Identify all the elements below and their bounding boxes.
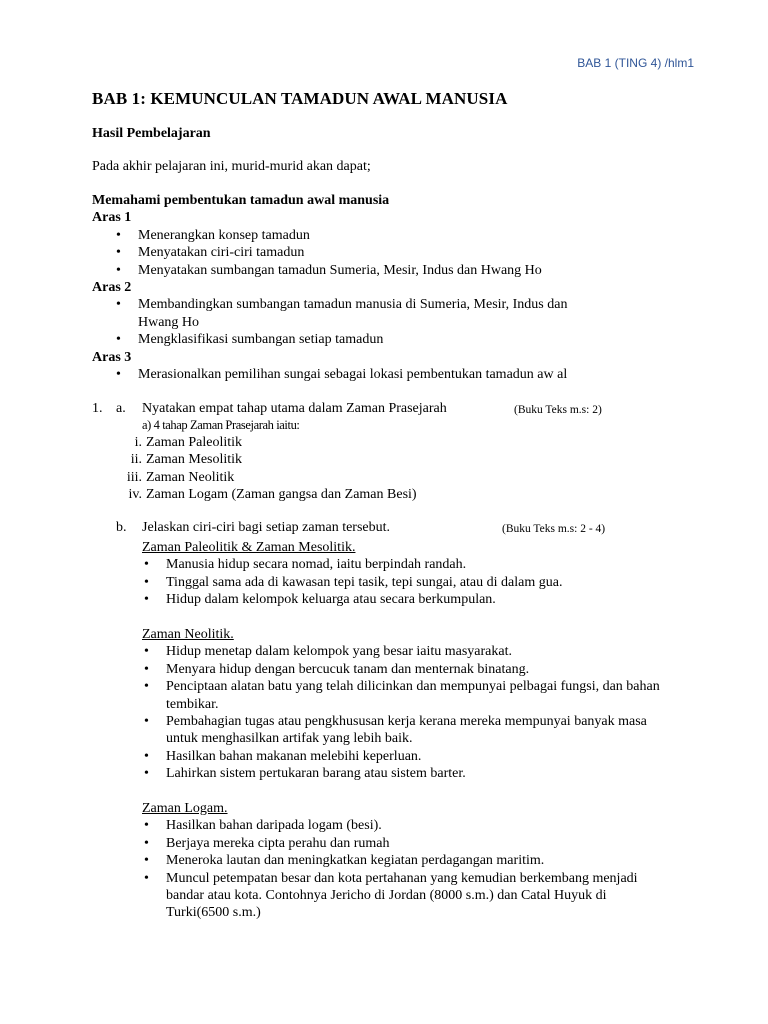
stage-text: Zaman Logam (Zaman gangsa dan Zaman Besi) [146, 487, 417, 503]
textbook-reference: (Buku Teks m.s: 2) [514, 404, 602, 416]
intro-text: Pada akhir pelajaran ini, murid-murid akan dapat; [92, 159, 371, 174]
question-text: Jelaskan ciri-ciri bagi setiap zaman tersebut. [142, 520, 391, 535]
stage-text: Zaman Mesolitik [146, 452, 243, 468]
list-item: • Hidup dalam kelompok keluarga atau secara berkumpulan. [142, 591, 662, 608]
textbook-reference: (Buku Teks m.s: 2 - 4) [502, 523, 606, 535]
list-item: • Manusia hidup secara nomad, iaitu berpindah randah. [142, 556, 662, 573]
stage-numeral: iv. [128, 487, 142, 503]
aras-3-label: Aras 3 [92, 349, 132, 365]
list-item: • Hasilkan bahan makanan melebihi keperluan. [142, 748, 662, 765]
list-item: • Mengklasifikasi sumbangan setiap tamadun [92, 331, 692, 348]
learning-outcomes-heading: Hasil Pembelajaran [92, 126, 211, 141]
section-list [142, 817, 662, 921]
question-number: 1. [92, 401, 103, 416]
list-item-line: Hwang Ho [138, 314, 200, 330]
list-item: • Menyatakan sumbangan tamadun Sumeria, Mesir, Indus dan Hwang Ho [92, 262, 692, 279]
list-item: • Lahirkan sistem pertukaran barang atau sistem barter. [142, 765, 662, 782]
zaman-neolitik-section [142, 626, 662, 783]
aras-1-list [92, 227, 692, 279]
list-item: • Tinggal sama ada di kawasan tepi tasik, tepi sungai, atau di dalam gua. [142, 574, 662, 591]
subquestion-label: a. [116, 401, 126, 416]
stage-numeral: iii. [126, 469, 142, 485]
question-1b [92, 519, 712, 939]
list-item: • Penciptaan alatan batu yang telah dilicinkan dan mempunyai pelbagai fungsi, dan bahan tembikar. [142, 678, 662, 713]
stage-item [122, 486, 622, 503]
list-item: • Hasilkan bahan daripada logam (besi). [142, 817, 662, 834]
subquestion-label: b. [116, 520, 127, 535]
stage-item [122, 434, 622, 451]
list-item: • Merasionalkan pemilihan sungai sebagai lokasi pembentukan tamadun aw al [92, 366, 692, 383]
answer-intro: a) 4 tahap Zaman Prasejarah iaitu: [142, 418, 300, 432]
stage-numeral: i. [134, 435, 142, 450]
list-item: • Meneroka lautan dan meningkatkan kegiatan perdagangan maritim. [142, 852, 662, 869]
question-text: Nyatakan empat tahap utama dalam Zaman Prasejarah [142, 401, 447, 416]
list-item [92, 296, 692, 331]
stage-item [122, 451, 622, 468]
section-heading: Zaman Neolitik. [142, 627, 234, 642]
stage-numeral: ii. [130, 452, 142, 468]
stages-list [122, 434, 622, 504]
stage-text: Zaman Neolitik [146, 469, 235, 485]
section-list [142, 556, 662, 608]
aras-3-list [92, 366, 692, 383]
aras-1-label: Aras 1 [92, 210, 132, 226]
list-item: • Menyatakan ciri-ciri tamadun [92, 244, 692, 261]
zaman-paleolitik-section [142, 539, 662, 609]
running-header: BAB 1 (TING 4) /hlm1 [577, 56, 694, 70]
list-item: • Hidup menetap dalam kelompok yang besar iaitu masyarakat. [142, 643, 662, 660]
list-item: • Berjaya mereka cipta perahu dan rumah [142, 835, 662, 852]
section-heading: Zaman Paleolitik & Zaman Mesolitik. [142, 540, 356, 555]
section-heading: Zaman Logam. [142, 801, 228, 816]
chapter-title: BAB 1: KEMUNCULAN TAMADUN AWAL MANUSIA [92, 89, 508, 108]
list-item: • Pembahagian tugas atau pengkhususan kerja kerana mereka mempunyai banyak masa untuk menghasilkan artifak yang lebih baik. [142, 713, 662, 748]
objectives-block [92, 192, 692, 383]
list-item-line: Membandingkan sumbangan tamadun manusia di Sumeria, Mesir, Indus dan [138, 297, 568, 313]
zaman-logam-section [142, 800, 662, 922]
list-item: • Menerangkan konsep tamadun [92, 227, 692, 244]
section-list [142, 643, 662, 782]
aras-2-list [92, 296, 692, 348]
question-1a [92, 400, 712, 510]
stage-text: Zaman Paleolitik [146, 435, 243, 450]
stage-item [122, 469, 622, 486]
aras-2-label: Aras 2 [92, 280, 132, 296]
list-item: • Muncul petempatan besar dan kota pertahanan yang kemudian berkembang menjadi bandar atau kota. Contohnya Jericho di Jordan (8000 s.m.) dan Catal Huyuk di Turki(6500 s.m.) [142, 870, 662, 922]
list-item: • Menyara hidup dengan bercucuk tanam dan menternak binatang. [142, 661, 662, 678]
objective-heading: Memahami pembentukan tamadun awal manusia [92, 193, 390, 208]
